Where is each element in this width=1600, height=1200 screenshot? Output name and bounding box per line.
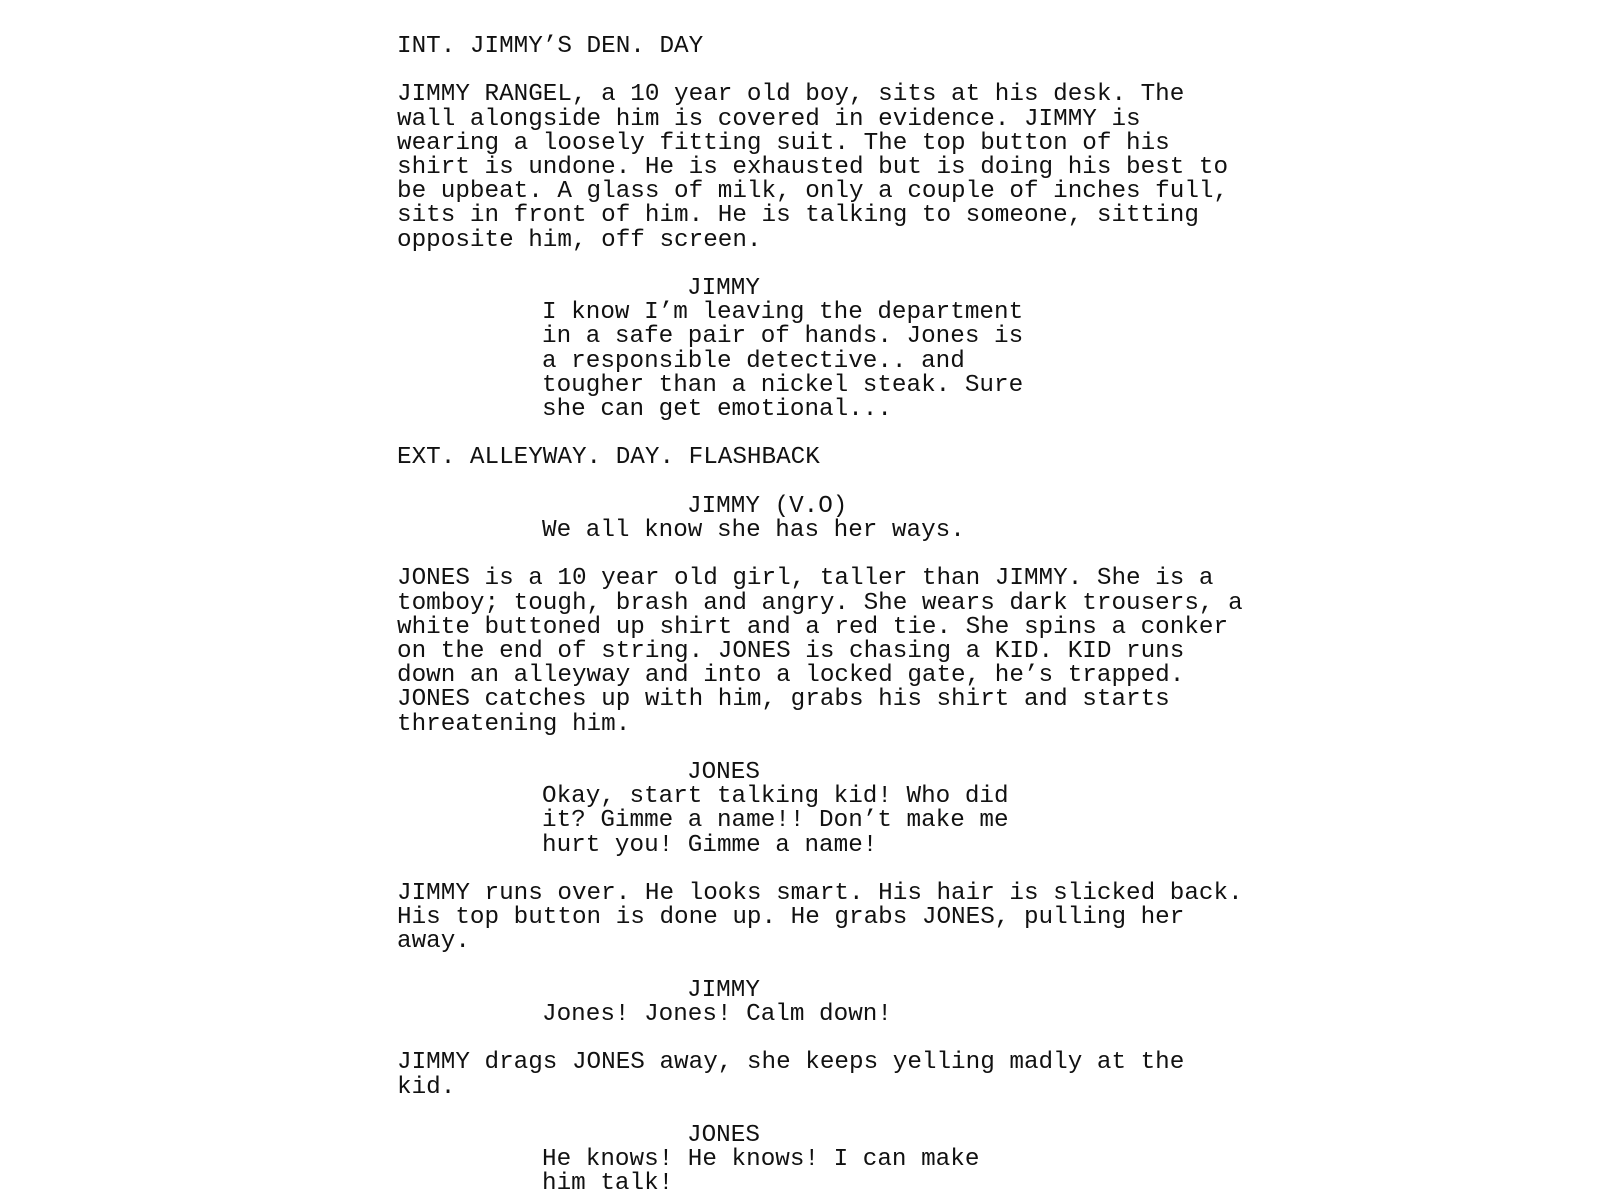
- blank-line: [397, 543, 1257, 567]
- scene-heading-block: [397, 35, 1257, 59]
- character-block: [397, 761, 1257, 785]
- screenplay-page: [397, 35, 1257, 1197]
- blank-line: [397, 1027, 1257, 1051]
- dialogue-line: He knows! He knows! I can make: [542, 1146, 980, 1174]
- character-block: [397, 1121, 1257, 1149]
- character-line: JONES: [687, 759, 760, 786]
- action-line: white buttoned up shirt and a red tie. She spins a conker: [397, 613, 1229, 641]
- action-line: JONES catches up with him, grabs his shirt and starts: [397, 686, 1170, 714]
- dialogue-block: [397, 301, 1257, 422]
- action-line: away.: [397, 928, 470, 956]
- blank-line: [397, 858, 1257, 882]
- dialogue-line: We all know she has her ways.: [542, 517, 965, 544]
- scene-heading-block: [397, 446, 1257, 470]
- blank-line: [397, 422, 1257, 446]
- action-line: on the end of string. JONES is chasing a KID. KID runs: [397, 638, 1185, 665]
- blank-line: [397, 1100, 1257, 1124]
- action-block: [397, 882, 1257, 955]
- action-line: JIMMY drags JONES away, she keeps yelling madly at the: [397, 1049, 1185, 1077]
- dialogue-block: [397, 1148, 1257, 1196]
- character-line: JONES: [687, 1121, 760, 1149]
- action-block: [397, 83, 1257, 252]
- action-line: JIMMY runs over. He looks smart. His hair is slicked back.: [397, 880, 1243, 907]
- action-line: be upbeat. A glass of milk, only a couple of inches full,: [397, 178, 1229, 206]
- action-line: shirt is undone. He is exhausted but is doing his best to: [397, 154, 1229, 181]
- dialogue-line: Jones! Jones! Calm down!: [542, 1001, 892, 1028]
- blank-line: [397, 955, 1257, 979]
- dialogue-line: it? Gimme a name!! Don’t make me: [542, 807, 1009, 835]
- dialogue-line: a responsible detective.. and: [542, 347, 965, 375]
- dialogue-line: tougher than a nickel steak. Sure: [542, 371, 1024, 399]
- action-line: JONES is a 10 year old girl, taller than JIMMY. She is a: [397, 565, 1214, 593]
- action-block: [397, 1051, 1257, 1099]
- action-line: His top button is done up. He grabs JONES, pulling her: [397, 904, 1185, 932]
- action-line: threatening him.: [397, 710, 631, 738]
- action-line: JIMMY RANGEL, a 10 year old boy, sits at his desk. The: [397, 81, 1185, 109]
- character-line: JIMMY (V.O): [687, 492, 848, 520]
- scene-heading-line: INT. JIMMY’S DEN. DAY: [397, 33, 704, 60]
- character-block: [397, 976, 1257, 1004]
- action-line: wearing a loosely fitting suit. The top button of his: [397, 129, 1170, 157]
- action-line: opposite him, off screen.: [397, 226, 762, 254]
- dialogue-block: [397, 1003, 1257, 1027]
- dialogue-line: I know I’m leaving the department: [542, 299, 1024, 327]
- dialogue-line: in a safe pair of hands. Jones is: [542, 323, 1024, 351]
- blank-line: [397, 471, 1257, 495]
- blank-line: [397, 253, 1257, 277]
- dialogue-line: Okay, start talking kid! Who did: [542, 783, 1009, 811]
- character-line: JIMMY: [687, 976, 760, 1004]
- character-line: JIMMY: [687, 275, 760, 302]
- character-block: [397, 277, 1257, 301]
- action-line: sits in front of him. He is talking to someone, sitting: [397, 202, 1199, 230]
- action-line: kid.: [397, 1073, 456, 1101]
- dialogue-line: hurt you! Gimme a name!: [542, 831, 878, 859]
- character-block: [397, 492, 1257, 520]
- dialogue-line: she can get emotional...: [542, 396, 892, 424]
- dialogue-block: [397, 785, 1257, 858]
- blank-line: [397, 59, 1257, 83]
- action-block: [397, 567, 1257, 736]
- blank-line: [397, 737, 1257, 761]
- action-line: wall alongside him is covered in evidence. JIMMY is: [397, 105, 1141, 133]
- action-line: down an alleyway and into a locked gate, he’s trapped.: [397, 662, 1185, 690]
- dialogue-block: [397, 519, 1257, 543]
- scene-heading-line: EXT. ALLEYWAY. DAY. FLASHBACK: [397, 444, 820, 472]
- dialogue-line: him talk!: [542, 1170, 674, 1198]
- action-line: tomboy; tough, brash and angry. She wears dark trousers, a: [397, 589, 1243, 617]
